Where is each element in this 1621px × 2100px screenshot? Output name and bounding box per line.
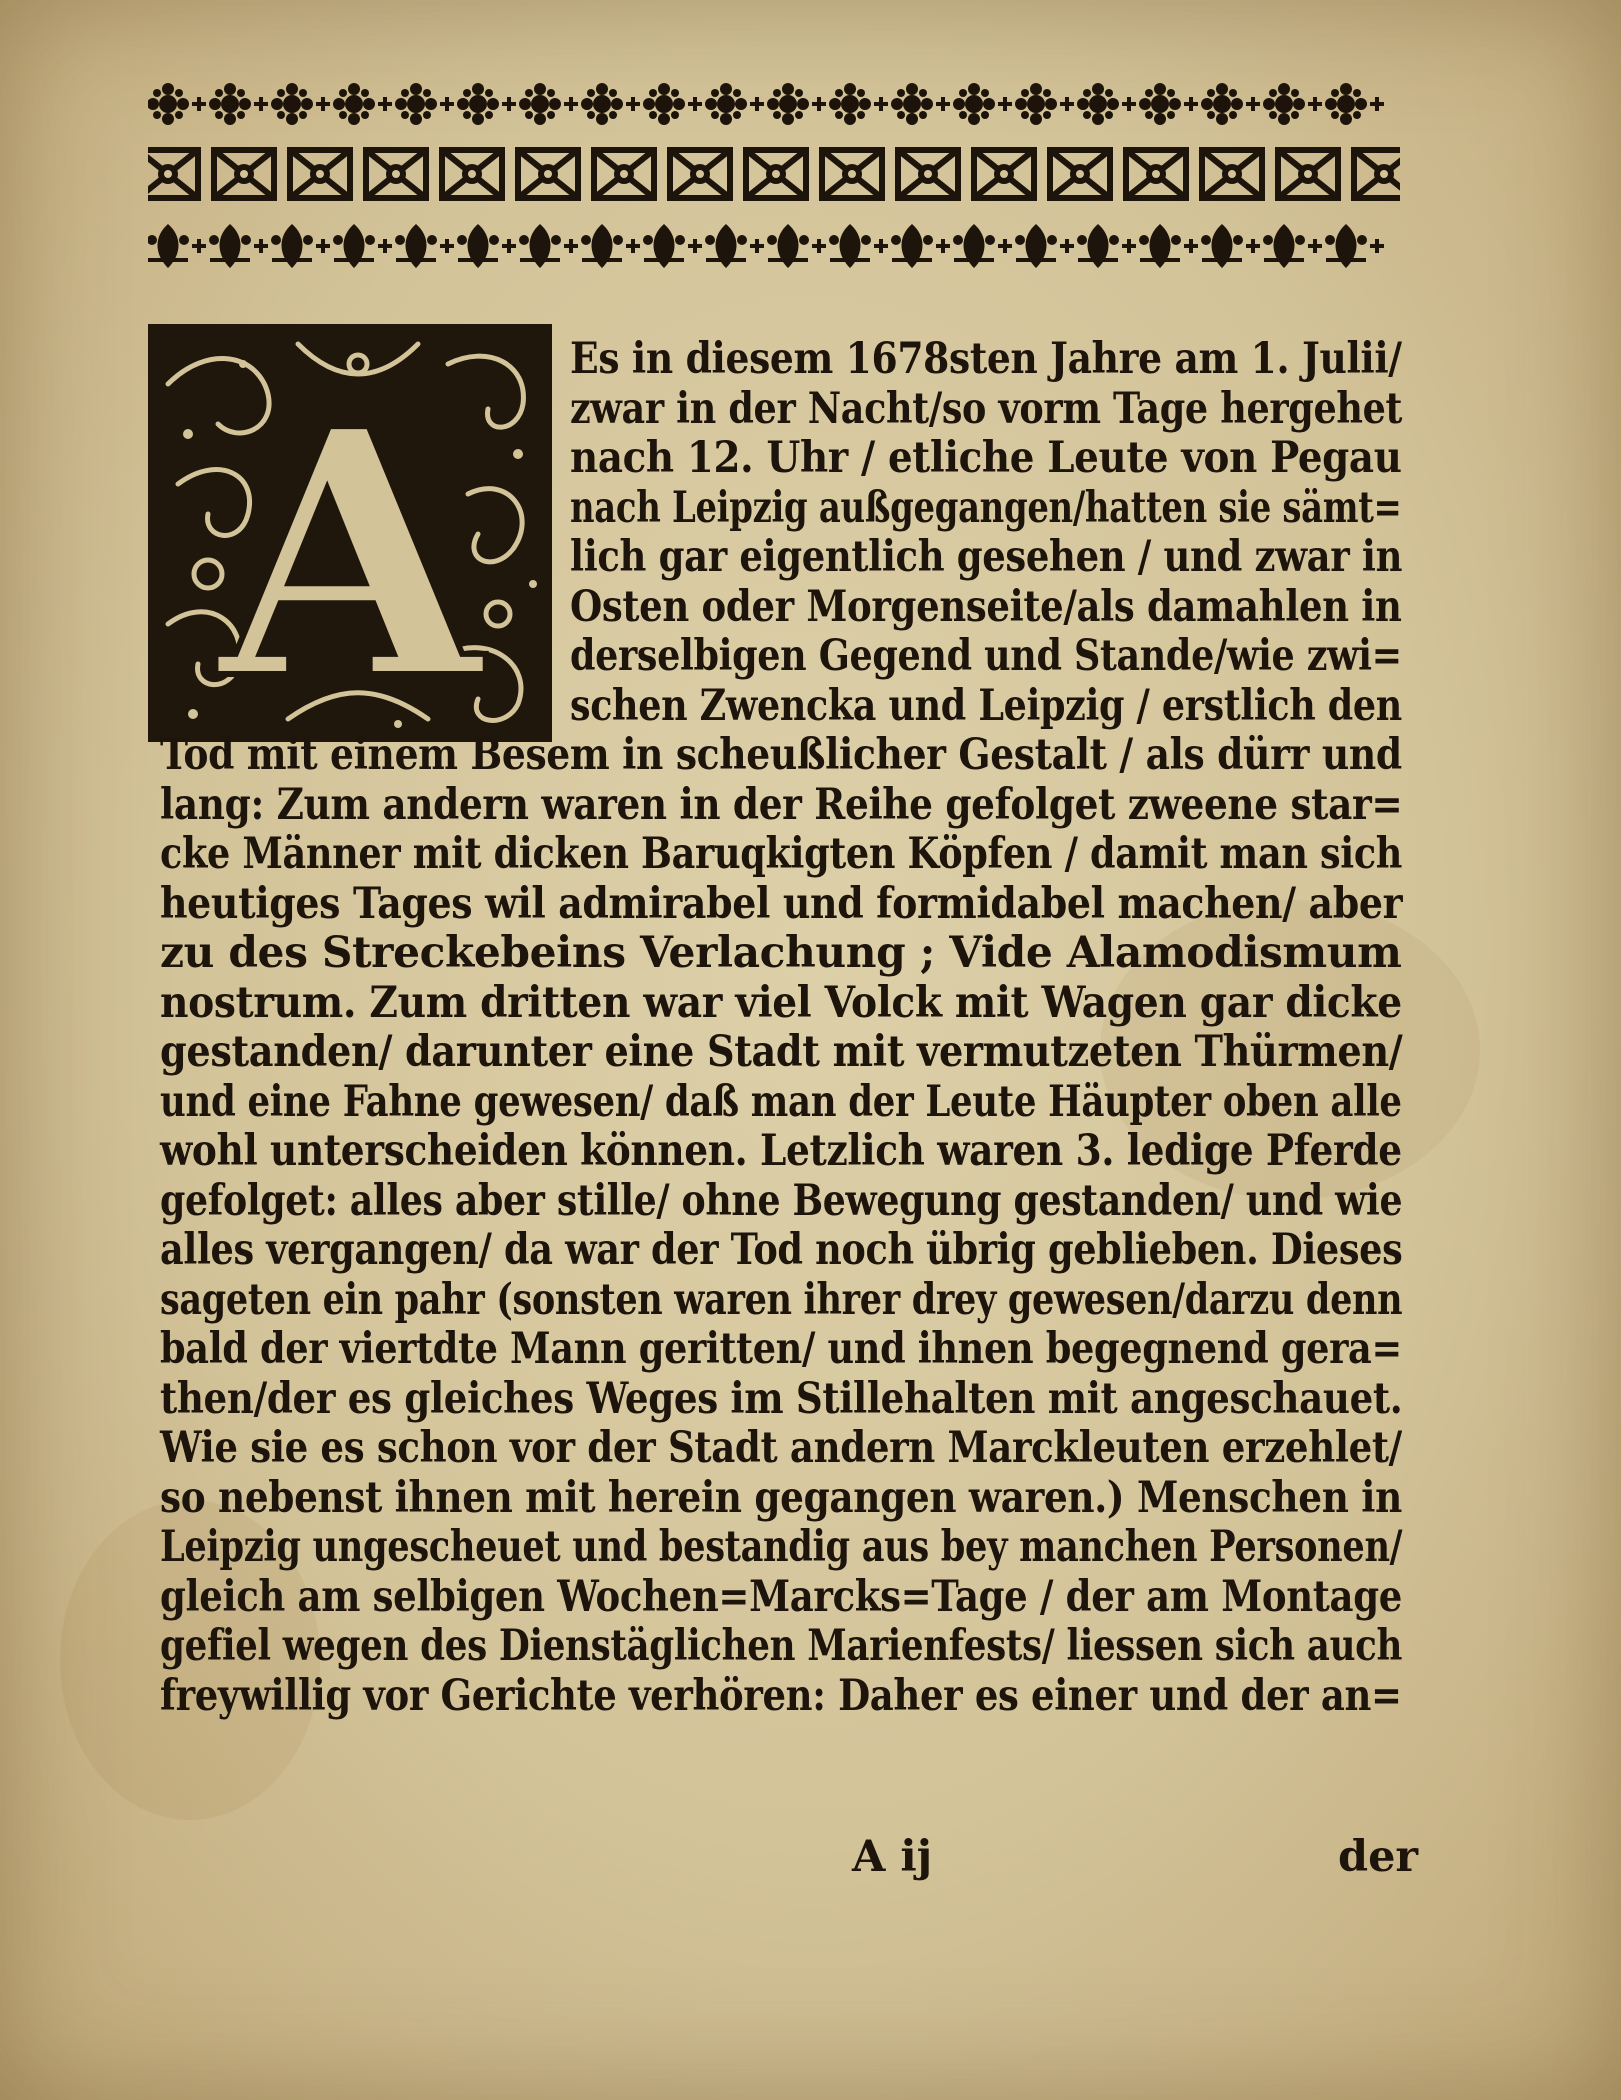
text-line: nostrum. Zum dritten war viel Volck mit Wagen gar dicke bbox=[160, 977, 1402, 1028]
initial-glyph: A bbox=[218, 356, 482, 742]
catchword: der bbox=[1338, 1832, 1419, 1882]
text-line: zwar in der Nacht/so vorm Tage hergehet bbox=[570, 383, 1403, 434]
ornamental-header-band bbox=[148, 62, 1400, 284]
text-line: lich gar eigentlich gesehen / und zwar in bbox=[570, 532, 1403, 582]
text-line: nach 12. Uhr / etliche Leute von Pegau bbox=[570, 433, 1402, 483]
text-line: lang: Zum andern waren in der Reihe gefolget zweene star= bbox=[160, 779, 1403, 830]
text-line: gefolget: alles aber stille/ ohne Bewegung gestanden/ und wie bbox=[160, 1175, 1403, 1226]
text-line: then/der es gleiches Weges im Stillehalten mit angeschauet. bbox=[160, 1373, 1403, 1424]
text-line: derselbigen Gegend und Stande/wie zwi= bbox=[570, 631, 1402, 681]
text-line: bald der viertdte Mann geritten/ und ihnen begegnend gera= bbox=[160, 1324, 1402, 1374]
text-line: alles vergangen/ da war der Tod noch übrig geblieben. Dieses bbox=[160, 1225, 1403, 1275]
text-line: Tod mit einem Besem in scheußlicher Gestalt / als dürr und bbox=[160, 730, 1402, 780]
text-line: freywillig vor Gerichte verhören: Daher es einer und der an= bbox=[160, 1670, 1402, 1721]
text-line: Leipzig ungescheuet und bestandig aus bey manchen Personen/ bbox=[160, 1522, 1403, 1572]
decorated-initial-letter bbox=[148, 324, 552, 742]
text-line: schen Zwencka und Leipzig / erstlich den bbox=[570, 680, 1402, 731]
text-line: sageten ein pahr (sonsten waren ihrer drey gewesen/darzu denn bbox=[160, 1274, 1403, 1325]
text-line: gefiel wegen des Dienstäglichen Marienfests/ liessen sich auch bbox=[160, 1621, 1403, 1671]
text-line: gestanden/ darunter eine Stadt mit vermutzeten Thürmen/ bbox=[160, 1027, 1403, 1077]
text-line: zu des Streckebeins Verlachung ; Vide Alamodismum bbox=[160, 928, 1402, 978]
text-line: gleich am selbigen Wochen=Marcks=Tage / der am Montage bbox=[160, 1571, 1402, 1622]
text-line: so nebenst ihnen mit herein gegangen waren.) Menschen in bbox=[160, 1472, 1402, 1523]
text-line: heutiges Tages wil admirabel und formidabel machen/ aber bbox=[160, 878, 1403, 929]
text-line: Wie sie es schon vor der Stadt andern Marckleuten erzehlet/ bbox=[160, 1423, 1402, 1473]
text-line: nach Leipzig außgegangen/hatten sie sämt= bbox=[570, 482, 1402, 533]
text-line: Es in diesem 1678sten Jahre am 1. Julii/ bbox=[570, 334, 1402, 384]
text-line: und eine Fahne gewesen/ daß man der Leute Häupter oben alle bbox=[160, 1076, 1402, 1127]
text-line: cke Männer mit dicken Baruqkigten Köpfen / damit man sich bbox=[160, 829, 1403, 879]
text-line: wohl unterscheiden können. Letzlich waren 3. ledige Pferde bbox=[160, 1126, 1402, 1176]
text-line: Osten oder Morgenseite/als damahlen in bbox=[570, 581, 1402, 632]
signature-mark: A ij bbox=[852, 1832, 933, 1882]
